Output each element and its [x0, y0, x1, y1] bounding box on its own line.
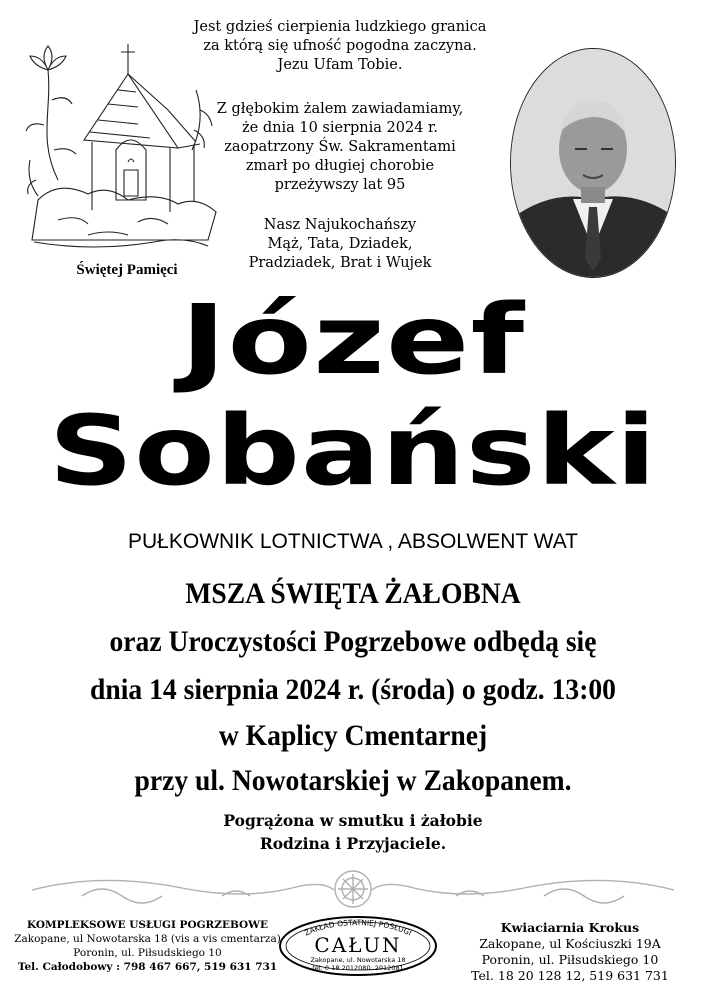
logo-top-text: ZAKŁAD OSTATNIEJ POSŁUGI [302, 918, 414, 938]
funeral-home-address: Zakopane, ul Nowotarska 18 (vis a vis cmentarza) [14, 933, 281, 945]
announcement-line: że dnia 10 sierpnia 2024 r. [242, 120, 438, 136]
ceremony-line: przy ul. Nowotarskiej w Zakopanem. [134, 764, 572, 797]
caluan-logo [277, 910, 439, 976]
ceremony-line: oraz Uroczystości Pogrzebowe odbędą się [109, 625, 597, 658]
announcement-line: zmarł po długiej chorobie [245, 158, 435, 174]
relations-line: Pradziadek, Brat i Wujek [248, 255, 432, 271]
poem-line: Jest gdzieś cierpienia ludzkiego granica [193, 19, 487, 35]
florist-address: Poronin, ul. Piłsudskiego 10 [481, 952, 659, 967]
ceremony-line: w Kaplicy Cmentarnej [218, 719, 488, 752]
death-announcement [190, 100, 490, 195]
florist-phone: Tel. 18 20 128 12, 519 631 731 [471, 968, 669, 983]
logo-address: Zakopane, ul. Nowotarska 18 [310, 956, 406, 964]
mourners-line: Pogrążona w smutku i żałobie [223, 811, 483, 830]
announcement-line: Z głębokim żalem zawiadamiamy, [216, 101, 464, 117]
florist-address: Zakopane, ul Kościuszki 19A [479, 936, 661, 951]
relations-line: Nasz Najukochańszy [263, 217, 417, 233]
funeral-home-info [10, 918, 285, 974]
mourners-line: Rodzina i Przyjaciele. [259, 834, 447, 853]
poem-line: za którą się ufność pogodna zaczyna. [203, 38, 477, 54]
funeral-home-address: Poronin, ul. Piłsudskiego 10 [73, 947, 222, 959]
announcement-line: zaopatrzony Św. Sakramentami [224, 139, 456, 155]
relations-line: Mąż, Tata, Dziadek, [267, 236, 413, 252]
funeral-home-name: KOMPLEKSOWE USŁUGI POGRZEBOWE [27, 919, 268, 931]
family-relations [200, 216, 480, 273]
first-name: Józef [180, 284, 526, 396]
florist-name: Kwiaciarnia Krokus [500, 920, 640, 935]
announcement-line: przeżywszy lat 95 [274, 177, 406, 193]
funeral-home-phone: Tel. Całodobowy : 798 467 667, 519 631 731 [17, 961, 278, 973]
poem [190, 18, 490, 75]
ornament-divider [22, 866, 684, 912]
portrait-illustration [511, 49, 675, 277]
memory-label: Świętej Pamięci [76, 262, 178, 278]
florist-info [440, 920, 700, 984]
ceremony-line: dnia 14 sierpnia 2024 r. (środa) o godz. 13:00 [90, 673, 616, 706]
logo-name: CAŁUN [314, 933, 402, 957]
poem-line: Jezu Ufam Tobie. [277, 57, 403, 73]
ceremony-title: MSZA ŚWIĘTA ŻAŁOBNA [185, 577, 521, 610]
portrait-photo [510, 48, 676, 278]
logo-phone: tel. 0-18 2012080, 2012081 [312, 964, 404, 972]
last-name: Sobański [48, 395, 658, 507]
deceased-title: PUŁKOWNIK LOTNICTWA , ABSOLWENT WAT [128, 530, 578, 553]
